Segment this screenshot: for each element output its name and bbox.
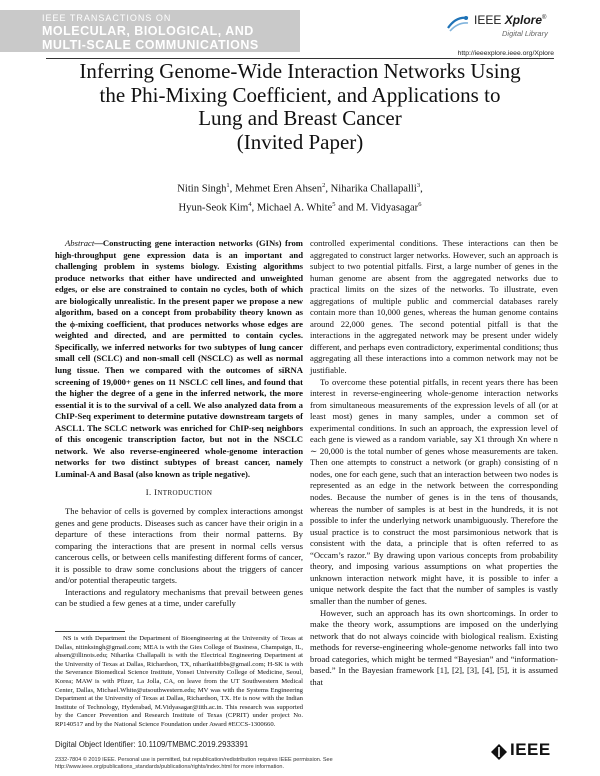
title-line: (Invited Paper): [236, 129, 364, 154]
author-name: M. Vidyasagar: [356, 202, 419, 214]
xplore-wordmark: IEEE Xplore®: [474, 13, 547, 27]
right-column: [310, 238, 558, 688]
author-affiliation: 4: [248, 200, 252, 208]
author-name: Hyun-Seok Kim: [178, 202, 249, 214]
body-paragraph: controlled experimental conditions. These interactions can then be aggregated to construct larger networks. However, such an approach is subject to two potential pitfalls. First, a large number of genes in the human genome are absent from the aggregated networks due to practical limits on the sizes of the networks. To illustrate, even aggregations of multiple public and commercial databases rarely contain more than 10,000 genes, whereas the human genome contains around 22,000 genes. The second potential pitfall is that the interactions in the aggregated network may be present under widely different, and perhaps even contradictory, experimental conditions; thus aggregating all these interactions into a common network may not be justifiable.: [310, 238, 558, 376]
paper-title: [30, 60, 570, 154]
title-line: Inferring Genome-Wide Interaction Networks Using: [79, 59, 521, 83]
author-name: Mehmet Eren Ahsen: [234, 183, 323, 195]
author-name: Niharika Challapalli: [330, 183, 417, 195]
journal-name-line-1: IEEE TRANSACTIONS ON: [42, 13, 172, 23]
ieee-diamond-icon: [490, 743, 508, 761]
journal-name-line-3: MULTI-SCALE COMMUNICATIONS: [42, 38, 259, 52]
journal-banner: [0, 10, 300, 52]
left-column: [55, 238, 303, 610]
section-heading-introduction: I. INTRODUCTION: [145, 487, 213, 498]
title-line: the Phi-Mixing Coefficient, and Applications to: [99, 82, 501, 107]
title-line: Lung and Breast Cancer: [198, 106, 402, 130]
ieee-xplore-logo: [446, 10, 556, 44]
journal-name-line-2: MOLECULAR, BIOLOGICAL, AND: [42, 24, 254, 38]
body-paragraph: Interactions and regulatory mechanisms that prevail between genes can be studied a few genes at a time, under carefully: [55, 586, 303, 609]
author-name: Nitin Singh: [177, 183, 227, 195]
footnote-rule: [55, 631, 125, 632]
xplore-url[interactable]: http://ieeexplore.ieee.org/Xplore: [457, 50, 554, 57]
body-paragraph: However, such an approach has its own shortcomings. In order to make the theory work, assumptions are imposed on the underlying network that do not always coincide with biological realism. Existing methods for reverse-engineering whole-genome networks fall into two broad categories, which might be termed “Bayesian” and “information-based.” In the Bayesian framework [1], [2], [3], [4], [5], it is assumed that: [310, 607, 558, 687]
abstract-text: Constructing gene interaction networks (GINs) from high-throughput gene expression data is an important and challenging problem in systems biology. Existing algorithms produce networks that either have undirected and unweighted edges, or else are constrained to contain no cycles, both of which are biologically unrealistic. In the present paper we propose a new algorithm, based on a concept from probability theory known as the ϕ-mixing coefficient, that produces networks whose edges are weighted and directed, and are permitted to contain cycles. Specifically, we inferred networks for two subtypes of lung cancer small cell (SCLC) and non-small cell (NSCLC) as well as normal lung tissue. Then we compared with the outcomes of siRNA screening of 19,000+ genes on 11 NSCLC cell lines, and found that the higher the degree of a gene in the inferred network, the more essential it is to the survival of a cell. We also analyzed data from a ChIP-Seq experiment to determine putative downstream targets of ASCL1. The SCLC network was enriched for ChIP-seq neighbors of this oncogenic transcription factor, but not in the NSCLC network. We also reverse-engineered whole-genome interaction networks for two distinct subtypes of breast cancer, namely Luminal-A and Basal (also known as triple negative).: [55, 238, 303, 479]
author-affiliation: 3: [416, 182, 421, 189]
doi-line: Digital Object Identifier: 10.1109/TMBMC.2019.2933391: [55, 740, 249, 749]
copyright-notice: 2332-7804 © 2019 IEEE. Personal use is permitted, but republication/redistribution requires IEEE permission. See http://www.ieee.org/publications_standards/publications/rights/index.html for more information.: [55, 757, 333, 770]
xplore-subtitle: Digital Library: [502, 29, 548, 38]
ieee-wordmark: IEEE: [510, 740, 551, 759]
abstract: Abstract—Constructing gene interaction networks (GINs) from high-throughput gene expression data is an important and challenging problem in systems biology. Existing algorithms produce networks that either have undirected and unweighted edges, or else are constrained to contain no cycles, both of which are biologically unrealistic. In the present paper we propose a new algorithm, based on a concept from probability theory known as the ϕ-mixing coefficient, that produces networks whose edges are weighted and directed, and are permitted to contain cycles. Specifically, we inferred networks for two subtypes of lung cancer small cell (SCLC) and non-small cell (NSCLC) as well as normal lung tissue. Then we compared with the outcomes of siRNA screening of 19,000+ genes on 11 NSCLC cell lines, and found that the higher the degree of a gene in the inferred network, the more essential it is to the survival of a cell. We also analyzed data from a ChIP-Seq experiment to determine putative downstream targets of ASCL1. The SCLC network was enriched for ChIP-seq neighbors of this oncogenic transcription factor, but not in the NSCLC network. We also reverse-engineered whole-genome interaction networks for two distinct subtypes of breast cancer, namely Luminal-A and Basal (also known as triple negative).: [55, 238, 303, 479]
body-paragraph: The behavior of cells is governed by complex interactions amongst genes and gene products. Diseases such as cancer have their origin in a departure of these interactions from their normal patterns. By comparing the interactions that are present in normal cells versus cancerous cells, or between cells manifesting different forms of cancer, it is possible to draw some conclusions about the triggers of cancer and/or potential therapeutic targets.: [55, 506, 303, 586]
author-name: Michael A. White: [256, 202, 333, 214]
author-list: Nitin Singh$^1$, Mehmet Eren Ahsen$^2$, Niharika Challapalli$^3$, Hyun-Seok Kim$^4$, Michael A. White$^5$ and M. Vidyasagar$^6$: [177, 182, 423, 214]
xplore-swoosh-icon: [446, 14, 470, 34]
ieee-logo: [490, 742, 556, 762]
author-affiliation: 1: [226, 182, 230, 189]
footnote-text: NS is with Department the Department of Bioengineering at the University of Texas at Dallas, nitinksingh@gmail.com; MEA is with the Gies College of Business, Champaign, IL, ahsen@illinois.edu; Niharika Challapalli is with the Electrical Engineering Department at the University of Texas at Dallas, Richardson, TX, niharikaiitbbs@gmail.com; H-SK is with the Severance Biomedical Science Institute, Yonsei University College of Medicine, Seoul, Korea; MAW is with Pfizer, La Jolla, CA, on leave from the UT Southwestern Medical Center, Dallas, Michael.White@utsouthwestern.edu; MV was with the Systems Engineering Department at the University of Texas at Dallas, Richardson, TX. He is now with the Indian Institute of Technology, Hyderabad, M.Vidyasagar@iith.ac.in. This research was supported by the Cancer Prevention and Research Institute of Texas (CPRIT) under project No. RP140517 and by the National Science Foundation under Award #ECCS-1300660.: [55, 635, 303, 728]
author-affiliation: 5: [332, 200, 336, 208]
body-paragraph: To overcome these potential pitfalls, in recent years there has been interest in reverse-engineering whole-genome interaction networks from simultaneous measurements of the expression levels of all (or at least most) genes in many samples, under a common set of experimental conditions. In such an approach, the expression level of each gene is viewed as a random variable, say X1 through Xn where n ∼ 20,000 is the total number of genes whose measurements are taken. Then one attempts to construct a network (or graph) consisting of n nodes, one for each gene, such that an interaction between two nodes is represented as an edge in the network between the corresponding nodes. Because the number of genes is in the tens of thousands, whereas the number of samples is at best in the hundreds, it is not possible to infer the underlying network unambiguously. Therefore the usual practice is to construct the most parsimonious network that is consistent with the data, a principle that is often referred to as “Occam’s razor.” By drawing upon various concepts from probability theory, and imposing various assumptions on what properties the unknown interaction network might have, it is possible to infer a unique network despite the fact that the number of samples is vastly smaller than the number of genes.: [310, 376, 558, 606]
author-affiliation: 6: [418, 200, 422, 208]
affiliation-footnote: [55, 635, 303, 730]
author-affiliation: 2: [322, 182, 326, 189]
